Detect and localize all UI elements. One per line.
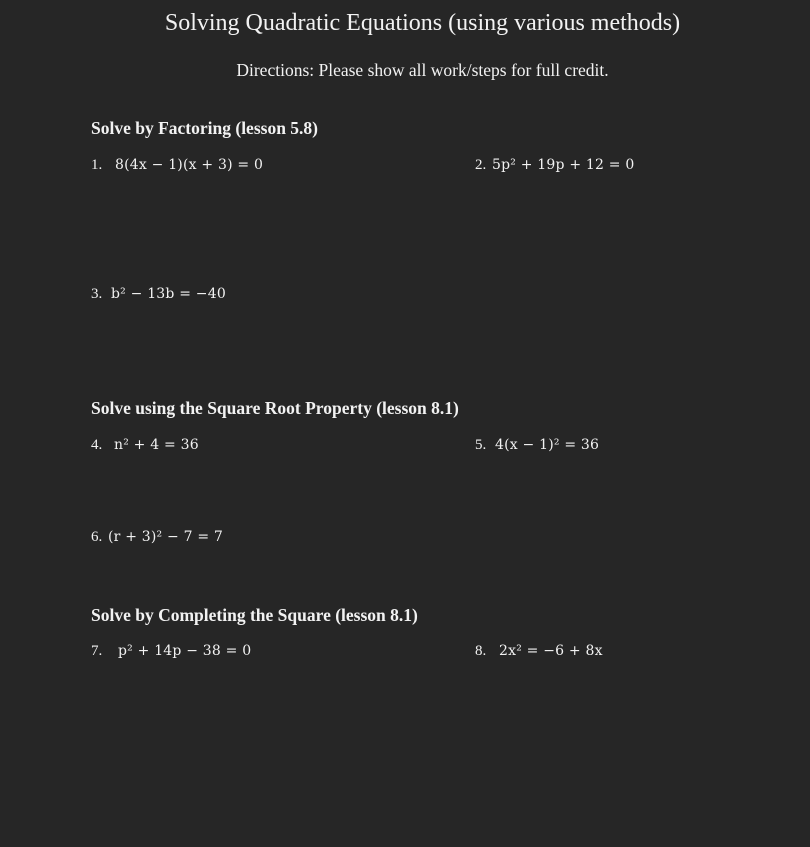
section-heading-square-root: Solve using the Square Root Property (lesson 8.1) (91, 398, 459, 418)
problem-number: 4. (91, 437, 103, 453)
problem-2 (475, 157, 634, 174)
page-title: Solving Quadratic Equations (using various methods) (164, 10, 681, 36)
problem-number: 3. (91, 286, 103, 302)
problem-equation: n² + 4 = 36 (114, 437, 199, 453)
problem-3 (91, 286, 226, 303)
problem-7 (91, 643, 251, 660)
problem-1 (91, 157, 263, 174)
problem-number: 5. (475, 437, 487, 453)
section-heading-completing-square: Solve by Completing the Square (lesson 8.1) (91, 605, 418, 625)
problem-equation: 4(x − 1)² = 36 (495, 437, 600, 453)
problem-equation: 5p² + 19p + 12 = 0 (492, 157, 635, 173)
problem-number: 2. (475, 157, 487, 173)
problem-number: 6. (91, 529, 103, 545)
problem-8 (475, 643, 603, 660)
problem-4 (91, 437, 199, 454)
problem-equation: (r + 3)² − 7 = 7 (108, 529, 224, 545)
problem-equation: p² + 14p − 38 = 0 (118, 643, 252, 659)
problem-number: 7. (91, 643, 103, 659)
problem-number: 1. (91, 157, 103, 173)
problem-5 (475, 437, 599, 454)
section-heading-factoring: Solve by Factoring (lesson 5.8) (91, 118, 319, 138)
problem-number: 8. (475, 643, 487, 659)
problem-equation: 2x² = −6 + 8x (499, 643, 603, 659)
problem-equation: b² − 13b = −40 (111, 286, 226, 302)
directions-text: Directions: Please show all work/steps for full credit. (236, 60, 609, 80)
problem-6 (91, 529, 223, 546)
problem-equation: 8(4x − 1)(x + 3) = 0 (115, 157, 264, 173)
